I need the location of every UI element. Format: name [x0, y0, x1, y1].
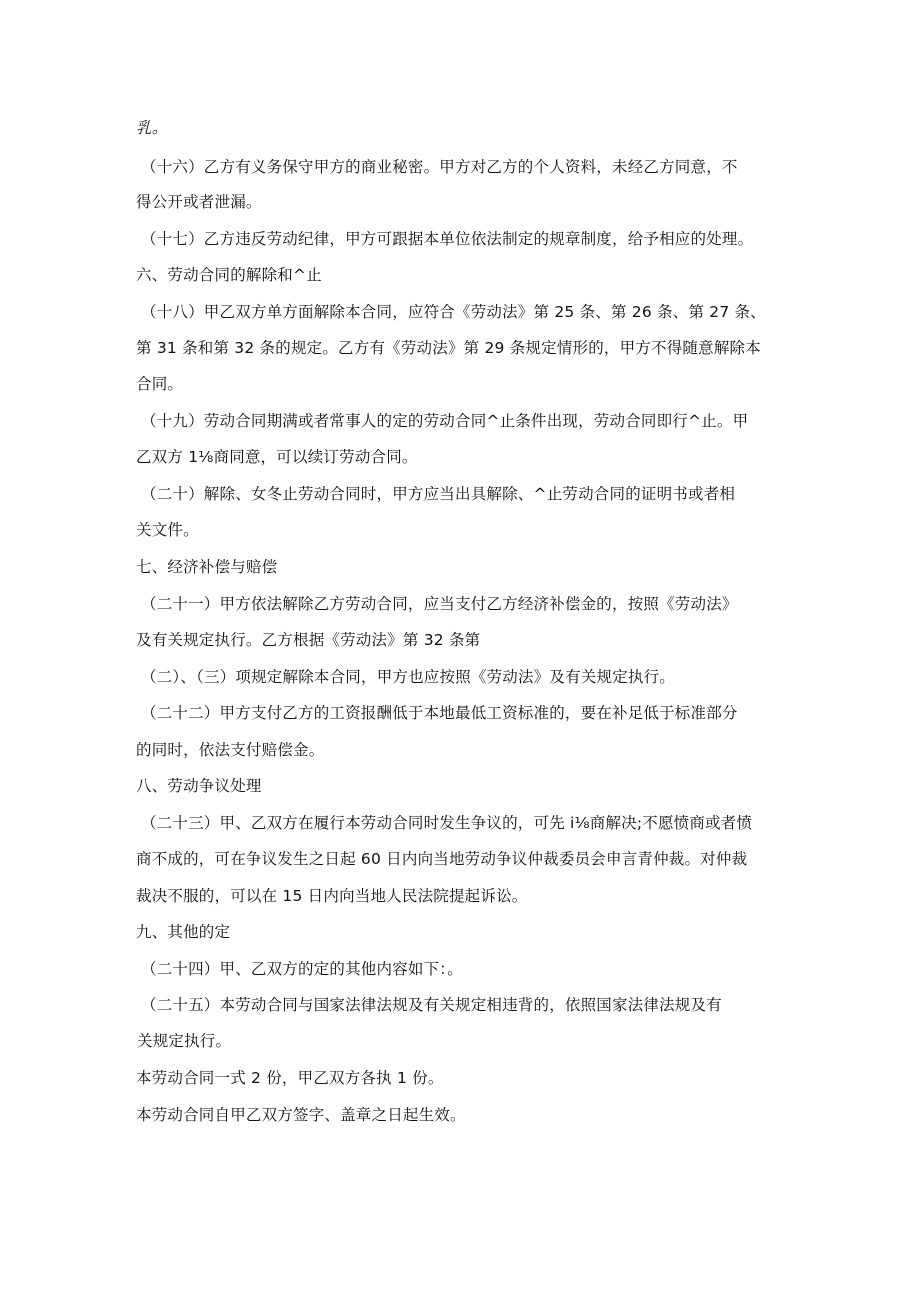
clause-18-line-2: 第 31 条和第 32 条的规定。乙方有《劳动法》第 29 条规定情形的，甲方不得随意解除本	[136, 339, 761, 357]
clause-21-line-3: （二）、（三）项规定解除本合同，甲方也应按照《劳动法》及有关规定执行。	[141, 668, 676, 686]
clause-22-line-2: 的同时，依法支付赔偿金。	[136, 741, 325, 759]
clause-18-line-3: 合同。	[136, 375, 184, 393]
section-7-heading: 七、经济补偿与赔偿	[136, 558, 278, 576]
clause-24: （二十四）甲、乙双方的定的其他内容如下：。	[141, 960, 463, 978]
section-6-heading: 六、劳动合同的解除和^止	[136, 266, 322, 284]
clause-20-line-1: （二十）解除、女冬止劳动合同时，甲方应当出具解除、^止劳动合同的证明书或者相	[141, 485, 736, 503]
section-8-heading: 八、劳动争议处理	[136, 777, 262, 795]
clause-20-line-2: 关文件。	[136, 521, 199, 539]
effective-statement: 本劳动合同自甲乙双方签字、盖章之日起生效。	[136, 1106, 466, 1124]
clause-19-line-2: 乙双方 1⅛商同意，可以续订劳动合同。	[136, 448, 418, 466]
clause-25-line-1: （二十五）本劳动合同与国家法律法规及有关规定相违背的，依照国家法律法规及有	[141, 996, 722, 1014]
clause-21-line-2: 及有关规定执行。乙方根据《劳动法》第 32 条第	[136, 631, 481, 649]
section-9-heading: 九、其他的定	[136, 923, 231, 941]
clause-23-line-1: （二十三）甲、乙双方在履行本劳动合同时发生争议的，可先 i⅛商解决;不愿愤商或者愤	[141, 814, 753, 832]
clause-19-line-1: （十九）劳动合同期满或者常事人的定的劳动合同^止条件出现，劳动合同即行^止。甲	[141, 412, 749, 430]
clause-23-line-3: 裁决不服的，可以在 15 日内向当地人民法院提起诉讼。	[136, 887, 528, 905]
clause-17: （十七）乙方违反劳动纪律，甲方可跟据本单位依法制定的规章制度，给予相应的处理。	[141, 230, 754, 248]
clause-22-line-1: （二十二）甲方支付乙方的工资报酬低于本地最低工资标准的，要在补足低于标准部分	[141, 704, 738, 722]
clause-21-line-1: （二十一）甲方依法解除乙方劳动合同，应当支付乙方经济补偿金的，按照《劳动法》	[141, 595, 738, 613]
clause-18-line-1: （十八）甲乙双方单方面解除本合同，应符合《劳动法》第 25 条、第 26 条、第 27 条、	[141, 303, 766, 321]
clause-16-line-1: （十六）乙方有义务保守甲方的商业秘密。甲方对乙方的个人资料，未经乙方同意，不	[141, 158, 738, 176]
copies-statement: 本劳动合同一式 2 份，甲乙双方各执 1 份。	[136, 1069, 444, 1087]
text-line-continuation: 乳。	[136, 119, 168, 137]
clause-23-line-2: 商不成的，可在争议发生之日起 60 日内向当地劳动争议仲裁委员会申言青仲裁。对仲裁	[136, 850, 748, 868]
clause-16-line-2: 得公开或者泄漏。	[136, 193, 262, 211]
clause-25-line-2: 关规定执行。	[137, 1032, 232, 1050]
